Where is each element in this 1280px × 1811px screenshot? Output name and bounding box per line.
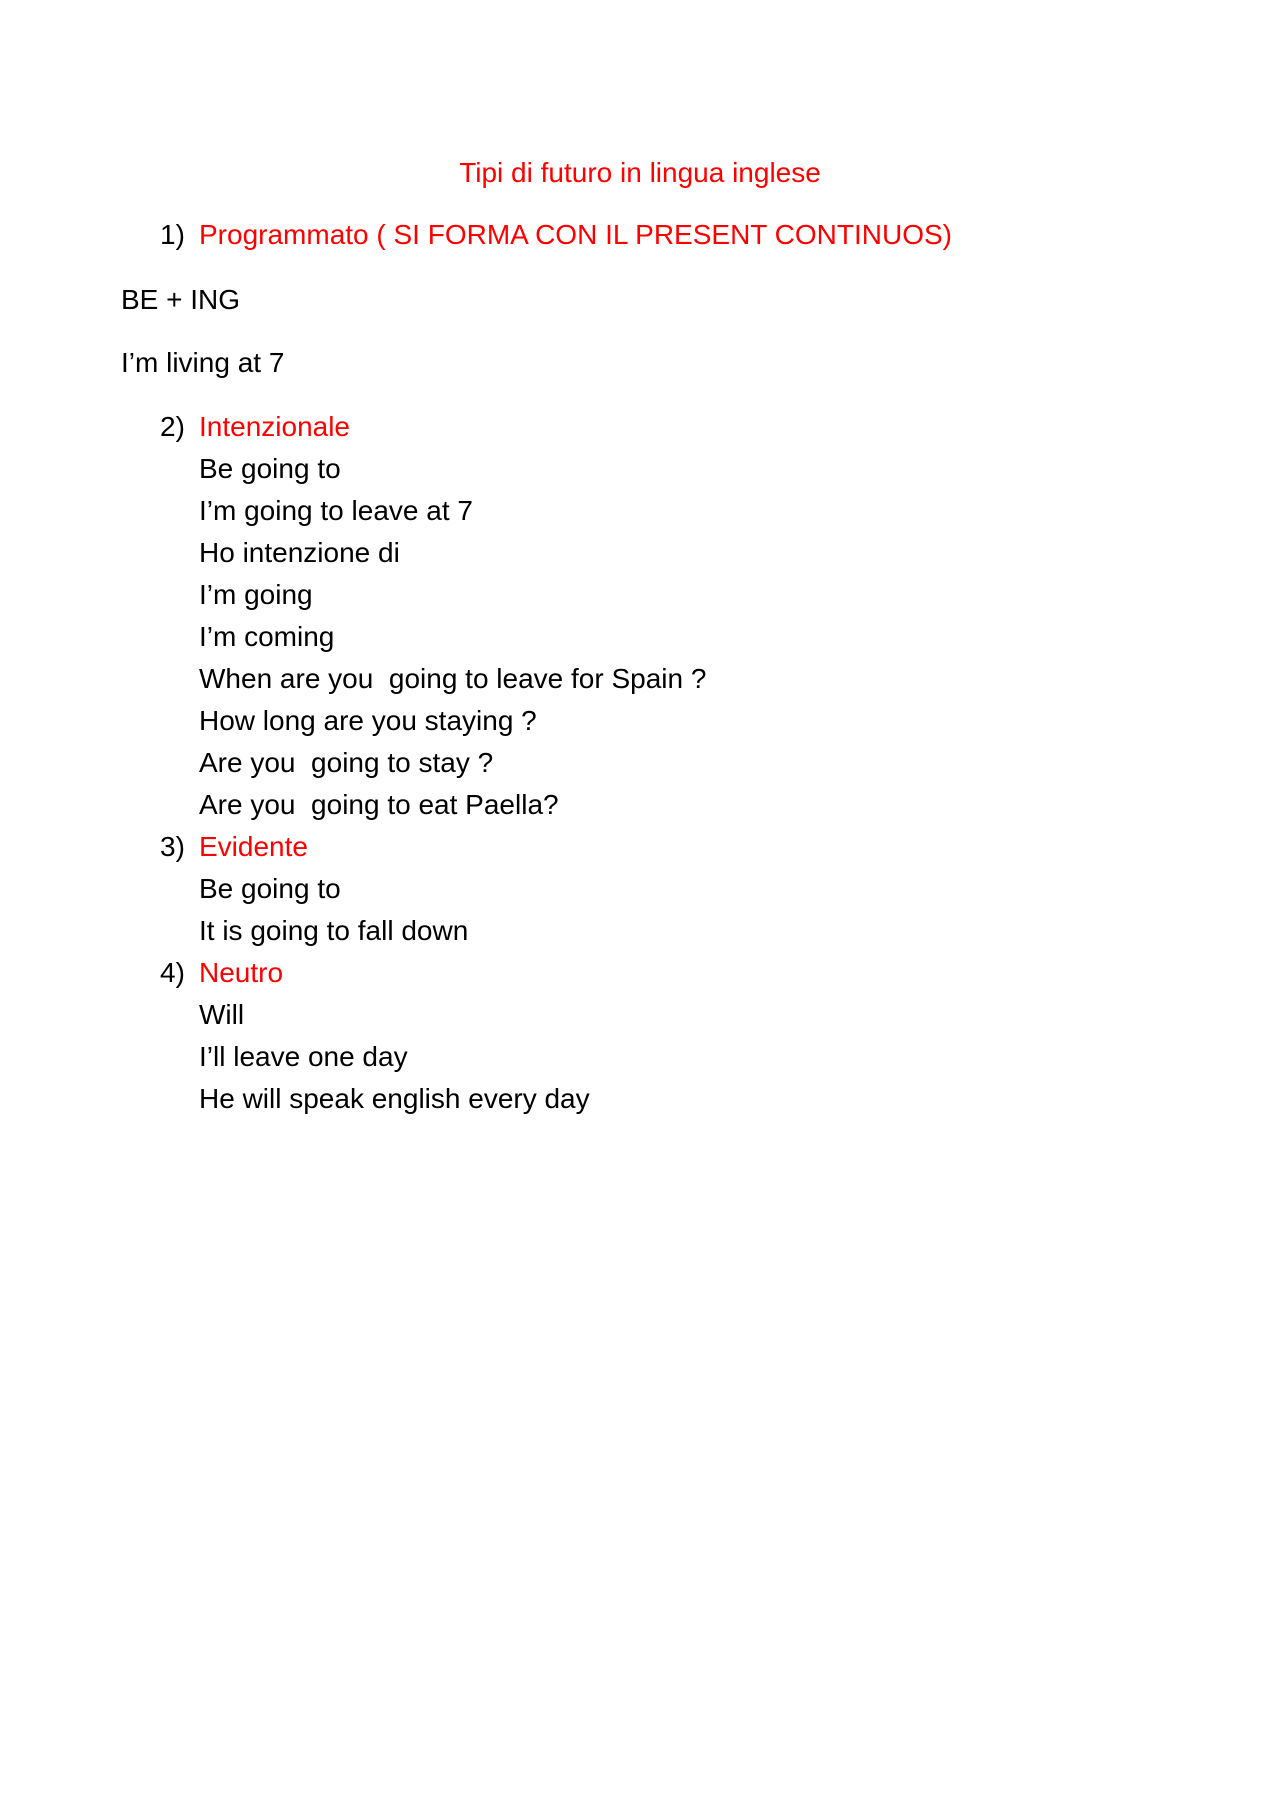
section-heading [160, 952, 1240, 994]
example-line: I’m living at 7 [121, 347, 285, 378]
section-number: 3) [160, 831, 185, 862]
list-item: I’m going [199, 579, 313, 610]
list-item: It is going to fall down [199, 915, 469, 946]
document-title: Tipi di futuro in lingua inglese [459, 157, 821, 188]
section-1 [160, 214, 1240, 256]
formula-line: BE + ING [121, 284, 241, 315]
list-item: Ho intenzione di [199, 537, 400, 568]
section-4 [160, 952, 1240, 1120]
list-item: I’m going to leave at 7 [199, 495, 473, 526]
list-item: When are you going to leave for Spain ? [199, 663, 707, 694]
section-heading [160, 214, 1240, 256]
section-3 [160, 826, 1240, 952]
list-item: Are you going to eat Paella? [199, 789, 559, 820]
section-lines [160, 994, 1240, 1120]
section-label: Intenzionale [199, 411, 351, 442]
list-item: How long are you staying ? [199, 705, 537, 736]
section-number: 4) [160, 957, 185, 988]
list-item: Will [199, 999, 245, 1030]
section-label: Neutro [199, 957, 284, 988]
section-label: Programmato ( SI FORMA CON IL PRESENT CONTINUOS) [199, 219, 953, 250]
section-heading [160, 826, 1240, 868]
list-item: Be going to [199, 453, 341, 484]
list-item: I’ll leave one day [199, 1041, 408, 1072]
section-number: 2) [160, 411, 185, 442]
section-lines [160, 868, 1240, 952]
section-lines [160, 448, 1240, 826]
list-item: I’m coming [199, 621, 335, 652]
list-item: Are you going to stay ? [199, 747, 494, 778]
section-2 [160, 406, 1240, 826]
section-number: 1) [160, 219, 185, 250]
section-label: Evidente [199, 831, 308, 862]
section-heading [160, 406, 1240, 448]
list-item: He will speak english every day [199, 1083, 590, 1114]
list-item: Be going to [199, 873, 341, 904]
